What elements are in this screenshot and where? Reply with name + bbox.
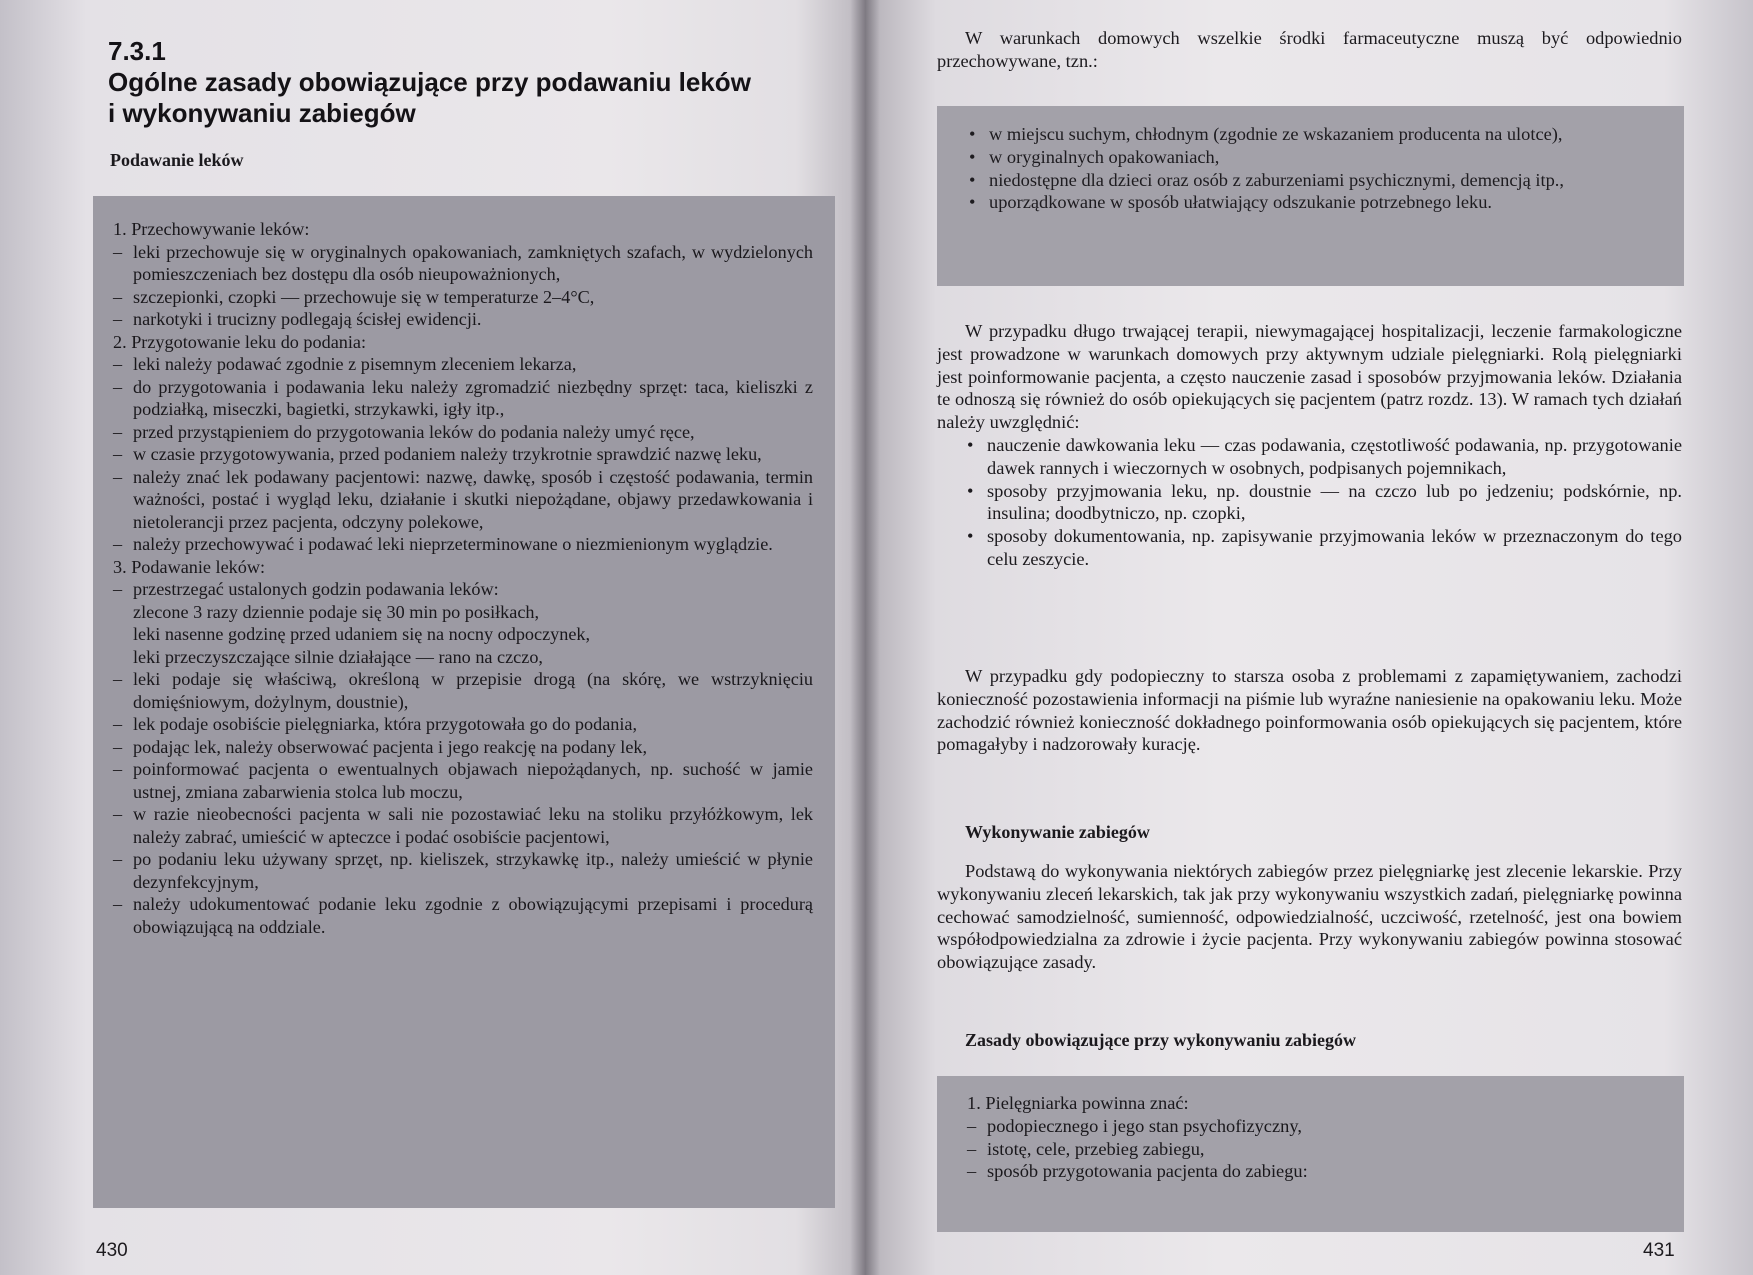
list-item-preparation [113, 331, 813, 556]
section-title-line-1: Ogólne zasady obowiązujące przy podawaniu leków [108, 67, 751, 97]
list-item [113, 578, 813, 668]
list-item: – poinformować pacjenta o ewentualnych objawach niepożądanych, np. suchość w jamie ustnej, zmiana zabarwienia stolca lub moczu, [113, 758, 813, 803]
book-gutter [850, 0, 880, 1275]
list-item: • nauczenie dawkowania leku — czas podawania, częstotliwość podawania, np. przygotowanie dawek rannych i wieczornych w osobnych, podpisanych pojemnikach, [965, 434, 1682, 480]
list-item-administration [113, 556, 813, 939]
subheading-procedures: Wykonywanie zabiegów [965, 822, 1150, 842]
therapy-paragraph: W przypadku długo trwającej terapii, niewymagającej hospitalizacji, leczenie farmakologiczne jest prowadzone w warunkach domowych przy aktywnym udziale pielęgniarki. Rolą pielęgniarki jest poinformowanie pacjenta, a często nauczenie zasad i sposobów przyjmowania leków. Działania te odnoszą się również do osób opiekujących się pacjentem (patrz rozdz. 13). W ramach tych działań należy uwzględnić: [937, 321, 1682, 433]
item-label: 1. Pielęgniarka powinna znać: [967, 1093, 1189, 1113]
storage-bullets-box [937, 106, 1684, 286]
procedures-paragraph: Podstawą do wykonywania niektórych zabiegów przez pielęgniarkę jest zlecenie lekarskie. Przy wykonywaniu zleceń lekarskich, tak jak przy wykonywaniu wszystkich zadań, pielęgniarkę powinna cechować samodzielność, sumienność, odpowiedzialność, uczciwość, rzetelność, jest ona bowiem współodpowiedzialna za zdrowie i życie pacjenta. Przy wykonywaniu zabiegów powinna stosować obowiązujące zasady. [937, 861, 1682, 973]
list-item: – sposób przygotowania pacjenta do zabiegu: [967, 1160, 1664, 1183]
list-item: – w razie nieobecności pacjenta w sali nie pozostawiać leku na stoliku przyłóżkowym, lek należy zabrać, umieścić w apteczce i podać osobiście pacjentowi, [113, 803, 813, 848]
list-item: • w miejscu suchym, chłodnym (zgodnie ze wskazaniem producenta na ulotce), [967, 123, 1654, 146]
item-label: 3. Podawanie leków: [113, 556, 266, 577]
intro-paragraph: W warunkach domowych wszelkie środki farmaceutyczne muszą być odpowiednio przechowywane, tzn.: [937, 28, 1682, 71]
list-item: – podopiecznego i jego stan psychofizyczny, [967, 1115, 1664, 1138]
list-item: – podając lek, należy obserwować pacjenta i jego reakcję na podany lek, [113, 736, 813, 759]
list-item: – po podaniu leku używany sprzęt, np. kieliszek, strzykawkę itp., należy umieścić w płynie dezynfekcyjnym, [113, 848, 813, 893]
dosing-line: leki nasenne godzinę przed udaniem się na nocny odpoczynek, [133, 624, 591, 644]
list-item: – do przygotowania i podawania leku należy zgromadzić niezbędny sprzęt: taca, kieliszki z podziałką, miseczki, bagietki, strzykawki, igły itp., [113, 376, 813, 421]
list-item: • sposoby dokumentowania, np. zapisywanie przyjmowania leków w przeznaczonym do tego celu zeszycie. [965, 525, 1682, 571]
page-number-left: 430 [96, 1240, 128, 1261]
list-item: – istotę, cele, przebieg zabiegu, [967, 1138, 1664, 1161]
subheading-procedure-rules: Zasady obowiązujące przy wykonywaniu zabiegów [965, 1030, 1357, 1050]
list-item: • uporządkowane w sposób ułatwiający odszukanie potrzebnego leku. [967, 191, 1654, 214]
section-heading [108, 36, 808, 129]
list-item: – leki podaje się właściwą, określoną w przepisie drogą (na skórę, we wstrzyknięciu domięśniowym, dożylnym, doustnie), [113, 668, 813, 713]
item-label: 2. Przygotowanie leku do podania: [113, 331, 367, 352]
list-item: • w oryginalnych opakowaniach, [967, 146, 1654, 169]
list-item: – należy udokumentować podanie leku zgodnie z obowiązującymi przepisami i procedurą obowiązującą na oddziale. [113, 893, 813, 938]
page-number-right: 431 [1643, 1240, 1675, 1261]
list-item: – leki przechowuje się w oryginalnych opakowaniach, zamkniętych szafach, w wydzielonych pomieszczeniach bez dostępu dla osób nieupoważnionych, [113, 241, 813, 286]
subheading-medication: Podawanie leków [110, 150, 244, 170]
dosing-line: zlecone 3 razy dziennie podaje się 30 min po posiłkach, [133, 601, 540, 622]
list-item: – leki należy podawać zgodnie z pisemnym zleceniem lekarza, [113, 353, 813, 376]
item-label: 1. Przechowywanie leków: [113, 219, 310, 239]
list-item: – należy przechowywać i podawać leki nieprzeterminowane o niezmienionym wyglądzie. [113, 533, 813, 556]
section-number: 7.3.1 [108, 36, 166, 66]
procedure-rules-box [937, 1076, 1684, 1232]
list-item-storage [113, 218, 813, 331]
therapy-section [937, 320, 1682, 571]
list-item: • sposoby przyjmowania leku, np. doustnie — na czczo lub po jedzeniu; podskórnie, np. insulina; doodbytniczo, np. czopki, [965, 480, 1682, 526]
dosing-times [133, 601, 813, 669]
medication-rules-box [93, 196, 835, 1208]
list-item: – w czasie przygotowywania, przed podaniem należy trzykrotnie sprawdzić nazwę leku, [113, 443, 813, 466]
list-item-text: przestrzegać ustalonych godzin podawania leków: [133, 579, 499, 599]
list-item: – przed przystąpieniem do przygotowania leków do podania należy umyć ręce, [113, 421, 813, 444]
dosing-line: leki przeczyszczające silnie działające — rano na czczo, [133, 646, 543, 667]
list-item: – lek podaje osobiście pielęgniarka, która przygotowała go do podania, [113, 713, 813, 736]
list-item: • niedostępne dla dzieci oraz osób z zaburzeniami psychicznymi, demencją itp., [967, 169, 1654, 192]
elderly-paragraph: W przypadku gdy podopieczny to starsza osoba z problemami z zapamiętywaniem, zachodzi konieczność pozostawienia informacji na piśmie lub wyraźne naniesienie na opakowaniu leku. Może zachodzić również konieczność dokładnego poinformowania osób opiekujących się pacjentem, które pomagałyby i nadzorowały kurację. [937, 666, 1682, 755]
list-item: – szczepionki, czopki — przechowuje się w temperaturze 2–4°C, [113, 286, 813, 309]
list-item: – narkotyki i trucizny podlegają ścisłej ewidencji. [113, 308, 813, 331]
list-item: – należy znać lek podawany pacjentowi: nazwę, dawkę, sposób i częstość podawania, termin ważności, postać i wygląd leku, działanie i skutki niepożądane, objawy przedawkowania i nietolerancji przez pacjenta, odczyny polekowe, [113, 466, 813, 534]
section-title-line-2: i wykonywaniu zabiegów [108, 98, 416, 128]
